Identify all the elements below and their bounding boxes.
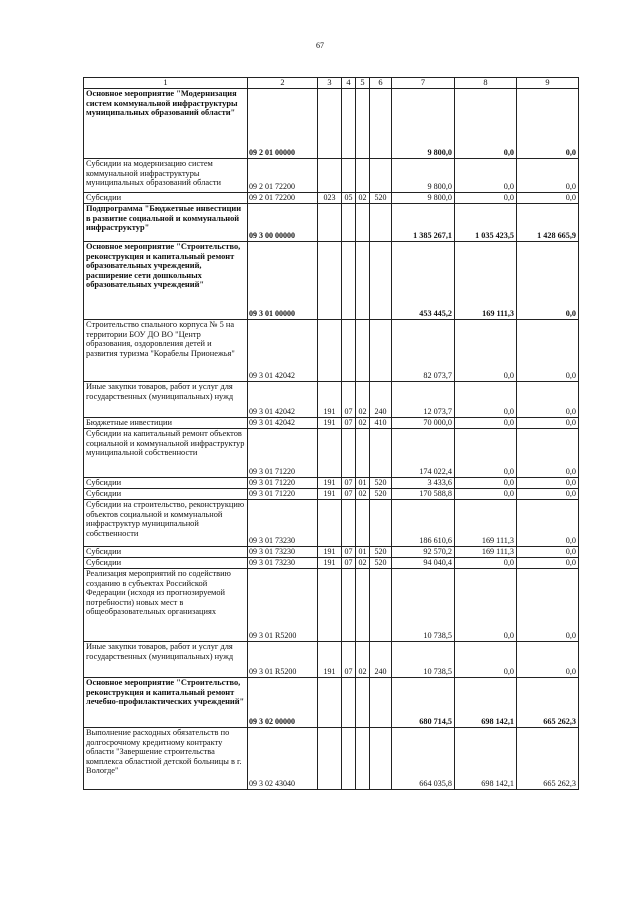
subsection-code: [356, 320, 370, 382]
amount-col-9: 665 262,3: [517, 678, 579, 728]
target-item-code: 09 3 01 42042: [248, 320, 318, 382]
amount-col-8: 0,0: [455, 489, 517, 500]
ministry-code: [318, 569, 342, 642]
target-item-code: 09 3 01 42042: [248, 418, 318, 429]
expense-type-code: 410: [370, 418, 392, 429]
subsection-code: 01: [356, 547, 370, 558]
expense-type-code: [370, 728, 392, 790]
subsection-code: 01: [356, 478, 370, 489]
target-item-code: 09 3 01 R5200: [248, 569, 318, 642]
table-row: [84, 89, 579, 159]
section-code: [342, 159, 356, 193]
expense-type-code: 520: [370, 558, 392, 569]
column-header-3: 3: [318, 78, 342, 89]
target-item-code: 09 3 02 00000: [248, 678, 318, 728]
subsection-code: 02: [356, 382, 370, 418]
target-item-code: 09 2 01 72200: [248, 193, 318, 204]
row-name: Строительство спального корпуса № 5 на территории БОУ ДО ВО "Центр образования, оздоровления детей и развития туризма "Корабелы Прионежья": [84, 320, 248, 382]
row-name: Субсидии: [84, 489, 248, 500]
subsection-code: 02: [356, 489, 370, 500]
column-header-5: 5: [356, 78, 370, 89]
ministry-code: [318, 159, 342, 193]
section-code: 07: [342, 547, 356, 558]
amount-col-9: 0,0: [517, 569, 579, 642]
expense-type-code: [370, 320, 392, 382]
amount-col-7: 664 035,8: [392, 728, 455, 790]
expense-type-code: [370, 678, 392, 728]
expense-type-code: 520: [370, 547, 392, 558]
row-name: Субсидии: [84, 547, 248, 558]
target-item-code: 09 3 01 73230: [248, 558, 318, 569]
amount-col-7: 174 022,4: [392, 429, 455, 478]
ministry-code: [318, 320, 342, 382]
expense-type-code: [370, 429, 392, 478]
amount-col-8: 0,0: [455, 418, 517, 429]
amount-col-7: 453 445,2: [392, 242, 455, 320]
row-name: Иные закупки товаров, работ и услуг для государственных (муниципальных) нужд: [84, 382, 248, 418]
amount-col-9: 0,0: [517, 159, 579, 193]
table-row: [84, 728, 579, 790]
amount-col-8: 169 111,3: [455, 500, 517, 547]
amount-col-8: 0,0: [455, 642, 517, 678]
target-item-code: 09 2 01 00000: [248, 89, 318, 159]
expense-type-code: [370, 204, 392, 242]
ministry-code: [318, 678, 342, 728]
amount-col-8: 698 142,1: [455, 678, 517, 728]
row-name: Субсидии на модернизацию систем коммунальной инфраструктуры муниципальных образований области: [84, 159, 248, 193]
row-name: Иные закупки товаров, работ и услуг для государственных (муниципальных) нужд: [84, 642, 248, 678]
amount-col-8: 1 035 423,5: [455, 204, 517, 242]
table-row: [84, 320, 579, 382]
table-row: [84, 418, 579, 429]
expense-type-code: 240: [370, 382, 392, 418]
amount-col-8: 0,0: [455, 569, 517, 642]
row-name: Субсидии: [84, 193, 248, 204]
section-code: [342, 678, 356, 728]
row-name: Субсидии: [84, 558, 248, 569]
ministry-code: 191: [318, 489, 342, 500]
target-item-code: 09 3 01 71220: [248, 429, 318, 478]
amount-col-7: 186 610,6: [392, 500, 455, 547]
target-item-code: 09 3 00 00000: [248, 204, 318, 242]
amount-col-8: 0,0: [455, 382, 517, 418]
table-row: [84, 569, 579, 642]
table-row: [84, 478, 579, 489]
expense-type-code: [370, 500, 392, 547]
amount-col-8: 169 111,3: [455, 547, 517, 558]
amount-col-7: 70 000,0: [392, 418, 455, 429]
amount-col-9: 665 262,3: [517, 728, 579, 790]
subsection-code: [356, 728, 370, 790]
target-item-code: 09 3 01 73230: [248, 500, 318, 547]
subsection-code: [356, 204, 370, 242]
expense-type-code: [370, 89, 392, 159]
section-code: 07: [342, 489, 356, 500]
amount-col-9: 0,0: [517, 489, 579, 500]
amount-col-7: 9 800,0: [392, 89, 455, 159]
amount-col-7: 10 738,5: [392, 569, 455, 642]
amount-col-9: 0,0: [517, 642, 579, 678]
section-code: [342, 569, 356, 642]
ministry-code: 191: [318, 418, 342, 429]
expense-type-code: 240: [370, 642, 392, 678]
row-name: Субсидии на строительство, реконструкцию объектов социальной и коммунальной инфраструктур муниципальной собственности: [84, 500, 248, 547]
column-header-8: 8: [455, 78, 517, 89]
column-header-2: 2: [248, 78, 318, 89]
ministry-code: 023: [318, 193, 342, 204]
ministry-code: 191: [318, 547, 342, 558]
column-header-1: 1: [84, 78, 248, 89]
subsection-code: 02: [356, 418, 370, 429]
amount-col-7: 10 738,5: [392, 642, 455, 678]
table-row: [84, 642, 579, 678]
table-row: [84, 678, 579, 728]
ministry-code: [318, 242, 342, 320]
target-item-code: 09 3 01 73230: [248, 547, 318, 558]
table-row: [84, 159, 579, 193]
ministry-code: 191: [318, 642, 342, 678]
target-item-code: 09 3 01 00000: [248, 242, 318, 320]
amount-col-7: 12 073,7: [392, 382, 455, 418]
subsection-code: [356, 159, 370, 193]
amount-col-9: 0,0: [517, 418, 579, 429]
table-row: [84, 500, 579, 547]
table-row: [84, 547, 579, 558]
row-name: Субсидии на капитальный ремонт объектов социальной и коммунальной инфраструктур муниципальной собственности: [84, 429, 248, 478]
subsection-code: [356, 678, 370, 728]
target-item-code: 09 2 01 72200: [248, 159, 318, 193]
target-item-code: 09 3 01 71220: [248, 489, 318, 500]
row-name: Основное мероприятие "Модернизация систем коммунальной инфраструктуры муниципальных образований области": [84, 89, 248, 159]
amount-col-8: 0,0: [455, 193, 517, 204]
budget-table: [83, 77, 579, 790]
amount-col-7: 1 385 267,1: [392, 204, 455, 242]
amount-col-8: 0,0: [455, 558, 517, 569]
column-header-7: 7: [392, 78, 455, 89]
ministry-code: 191: [318, 478, 342, 489]
amount-col-7: 94 040,4: [392, 558, 455, 569]
amount-col-8: 0,0: [455, 320, 517, 382]
section-code: 05: [342, 193, 356, 204]
page-number: 67: [316, 41, 324, 50]
section-code: 07: [342, 478, 356, 489]
table-body: [84, 89, 579, 790]
ministry-code: 191: [318, 558, 342, 569]
amount-col-9: 0,0: [517, 242, 579, 320]
table-row: [84, 242, 579, 320]
row-name: Бюджетные инвестиции: [84, 418, 248, 429]
amount-col-9: 0,0: [517, 89, 579, 159]
header-row: [84, 78, 579, 89]
expense-type-code: [370, 159, 392, 193]
target-item-code: 09 3 01 R5200: [248, 642, 318, 678]
section-code: [342, 500, 356, 547]
section-code: [342, 89, 356, 159]
column-header-9: 9: [517, 78, 579, 89]
section-code: [342, 429, 356, 478]
table-row: [84, 558, 579, 569]
amount-col-7: 9 800,0: [392, 159, 455, 193]
section-code: [342, 242, 356, 320]
subsection-code: [356, 569, 370, 642]
row-name: Основное мероприятие "Строительство, реконструкция и капитальный ремонт образовательных учреждений, расширение сети дошкольных образовательных учреждений": [84, 242, 248, 320]
amount-col-9: 0,0: [517, 558, 579, 569]
expense-type-code: 520: [370, 489, 392, 500]
row-name: Подпрограмма "Бюджетные инвестиции в развитие социальной и коммунальной инфраструктур": [84, 204, 248, 242]
amount-col-8: 698 142,1: [455, 728, 517, 790]
section-code: 07: [342, 558, 356, 569]
amount-col-9: 0,0: [517, 320, 579, 382]
target-item-code: 09 3 01 71220: [248, 478, 318, 489]
amount-col-8: 0,0: [455, 478, 517, 489]
amount-col-7: 170 588,8: [392, 489, 455, 500]
ministry-code: 191: [318, 382, 342, 418]
amount-col-7: 82 073,7: [392, 320, 455, 382]
ministry-code: [318, 204, 342, 242]
amount-col-9: 0,0: [517, 478, 579, 489]
expense-type-code: [370, 569, 392, 642]
amount-col-9: 0,0: [517, 193, 579, 204]
target-item-code: 09 3 02 43040: [248, 728, 318, 790]
subsection-code: 02: [356, 558, 370, 569]
column-header-6: 6: [370, 78, 392, 89]
row-name: Реализация мероприятий по содействию созданию в субъектах Российской Федерации (исходя из прогнозируемой потребности) новых мест в общеобразовательных организациях: [84, 569, 248, 642]
section-code: 07: [342, 642, 356, 678]
section-code: 07: [342, 382, 356, 418]
subsection-code: [356, 242, 370, 320]
amount-col-7: 3 433,6: [392, 478, 455, 489]
subsection-code: [356, 500, 370, 547]
expense-type-code: 520: [370, 193, 392, 204]
column-header-4: 4: [342, 78, 356, 89]
expense-type-code: 520: [370, 478, 392, 489]
subsection-code: [356, 89, 370, 159]
row-name: Основное мероприятие "Строительство, реконструкция и капитальный ремонт лечебно-профилактических учреждений": [84, 678, 248, 728]
ministry-code: [318, 500, 342, 547]
section-code: [342, 204, 356, 242]
subsection-code: 02: [356, 193, 370, 204]
amount-col-9: 0,0: [517, 500, 579, 547]
expense-type-code: [370, 242, 392, 320]
table-row: [84, 489, 579, 500]
amount-col-9: 0,0: [517, 547, 579, 558]
target-item-code: 09 3 01 42042: [248, 382, 318, 418]
amount-col-8: 169 111,3: [455, 242, 517, 320]
amount-col-8: 0,0: [455, 429, 517, 478]
section-code: 07: [342, 418, 356, 429]
row-name: Субсидии: [84, 478, 248, 489]
amount-col-7: 680 714,5: [392, 678, 455, 728]
table-row: [84, 204, 579, 242]
amount-col-7: 92 570,2: [392, 547, 455, 558]
ministry-code: [318, 429, 342, 478]
subsection-code: [356, 429, 370, 478]
amount-col-9: 0,0: [517, 429, 579, 478]
amount-col-7: 9 800,0: [392, 193, 455, 204]
amount-col-9: 1 428 665,9: [517, 204, 579, 242]
table-row: [84, 382, 579, 418]
table-row: [84, 429, 579, 478]
row-name: Выполнение расходных обязательств по долгосрочному кредитному контракту области "Завершение строительства комплекса областной детской больницы в г. Вологде": [84, 728, 248, 790]
subsection-code: 02: [356, 642, 370, 678]
ministry-code: [318, 89, 342, 159]
amount-col-9: 0,0: [517, 382, 579, 418]
ministry-code: [318, 728, 342, 790]
amount-col-8: 0,0: [455, 89, 517, 159]
section-code: [342, 320, 356, 382]
amount-col-8: 0,0: [455, 159, 517, 193]
table-row: [84, 193, 579, 204]
section-code: [342, 728, 356, 790]
